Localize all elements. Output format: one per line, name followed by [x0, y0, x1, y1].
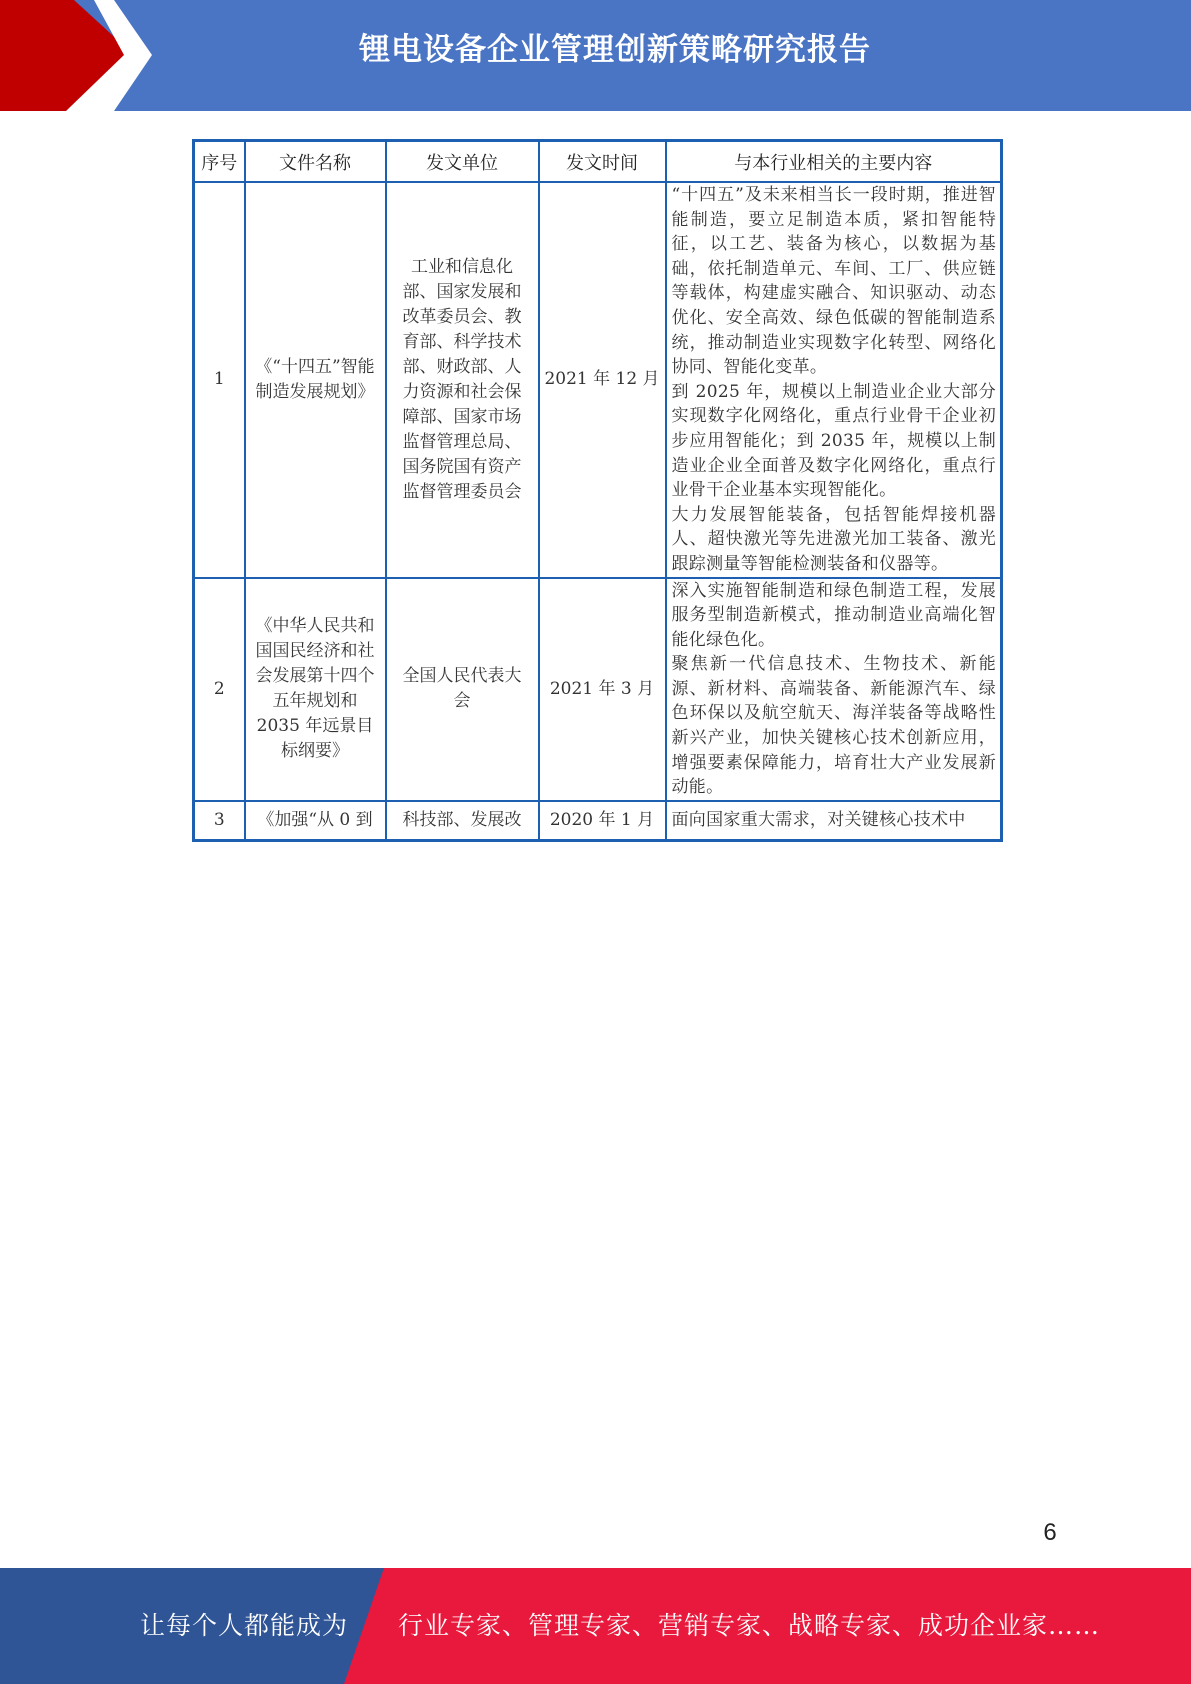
cell-name: 《中华人民共和国国民经济和社会发展第十四个五年规划和 2035 年远景目标纲要》 — [245, 578, 386, 801]
table-row — [194, 801, 1002, 841]
footer-slogan-left: 让每个人都能成为 — [140, 1611, 349, 1640]
header-name: 文件名称 — [245, 141, 386, 183]
header-date: 发文时间 — [539, 141, 666, 183]
content-paragraph: 深入实施智能制造和绿色制造工程，发展服务型制造新模式，推动制造业高端化智能化绿色化。 — [671, 580, 996, 650]
cell-no: 2 — [194, 578, 245, 801]
cell-unit: 科技部、发展改 — [386, 801, 539, 841]
policy-table — [192, 139, 1003, 842]
header-banner — [0, 0, 1191, 111]
table-row — [194, 578, 1002, 801]
footer-slogan-right: 行业专家、管理专家、营销专家、战略专家、成功企业家…… — [398, 1611, 1101, 1640]
table-row — [194, 182, 1002, 578]
cell-date: 2021 年 12 月 — [539, 182, 666, 578]
table-header-row — [194, 141, 1002, 183]
content-paragraph: 聚焦新一代信息技术、生物技术、新能源、新材料、高端装备、新能源汽车、绿色环保以及航空航天、海洋装备等战略性新兴产业，加快关键核心技术创新应用，增强要素保障能力，培育壮大产业发展新动能。 — [671, 654, 996, 798]
content-paragraph: “十四五”及未来相当长一段时期，推进智能制造，要立足制造本质，紧扣智能特征，以工艺、装备为核心，以数据为基础，依托制造单元、车间、工厂、供应链等载体，构建虚实融合、知识驱动、动态优化、安全高效、绿色低碳的智能制造系统，推动制造业实现数字化转型、网络化协同、智能化变革。 — [671, 185, 996, 378]
report-title: 锂电设备企业管理创新策略研究报告 — [359, 32, 871, 68]
cell-no: 1 — [194, 182, 245, 578]
cell-name: 《“十四五”智能制造发展规划》 — [245, 182, 386, 578]
page-number: 6 — [1043, 1519, 1057, 1546]
cell-date: 2020 年 1 月 — [539, 801, 666, 841]
cell-date: 2021 年 3 月 — [539, 578, 666, 801]
cell-no: 3 — [194, 801, 245, 841]
content-paragraph: 大力发展智能装备，包括智能焊接机器人、超快激光等先进激光加工装备、激光跟踪测量等智能检测装备和仪器等。 — [671, 504, 996, 574]
header-no: 序号 — [194, 141, 245, 183]
cell-content — [666, 578, 1002, 801]
content-paragraph: 面向国家重大需求，对关键核心技术中 — [671, 810, 966, 831]
cell-unit: 全国人民代表大会 — [386, 578, 539, 801]
content-paragraph: 到 2025 年，规模以上制造业企业大部分实现数字化网络化，重点行业骨干企业初步应用智能化；到 2035 年，规模以上制造业企业全面普及数字化网络化，重点行业骨干企业基本实现智能化。 — [671, 381, 996, 501]
cell-name: 《加强“从 0 到 — [245, 801, 386, 841]
cell-unit: 工业和信息化部、国家发展和改革委员会、教育部、科学技术部、财政部、人力资源和社会保障部、国家市场监督管理总局、国务院国有资产监督管理委员会 — [386, 182, 539, 578]
cell-content — [666, 801, 1002, 841]
header-content: 与本行业相关的主要内容 — [666, 141, 1002, 183]
cell-content — [666, 182, 1002, 578]
header-unit: 发文单位 — [386, 141, 539, 183]
footer-banner — [0, 1568, 1191, 1684]
